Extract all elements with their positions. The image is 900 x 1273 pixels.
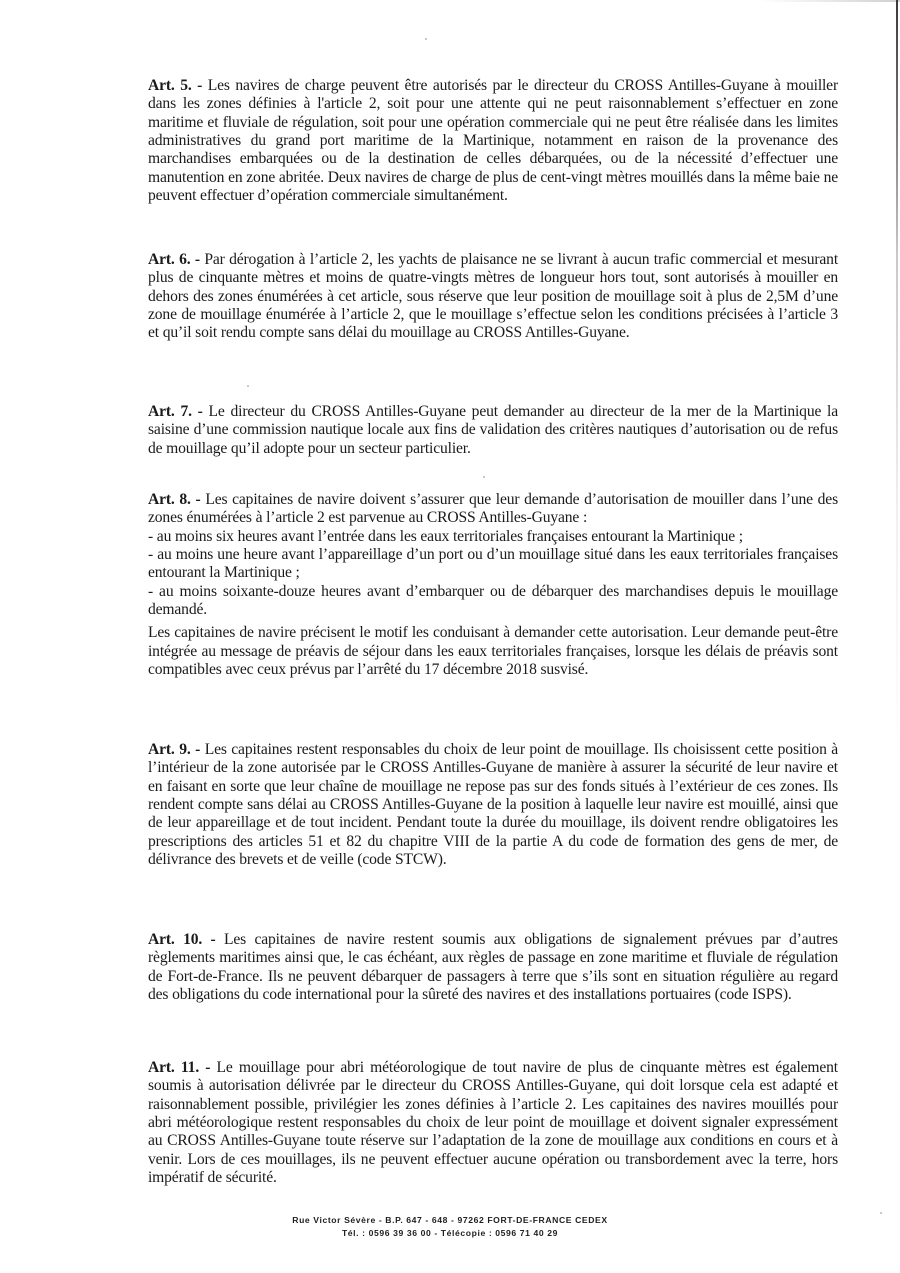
article-label: Art. 6. - bbox=[148, 251, 200, 268]
article-followup: Les capitaines de navire précisent le motif les conduisant à demander cette autorisation. Leur demande peut-être intégrée au message de préavis de séjour dans les eaux territoriales françaises, lorsque les délais de préavis sont compatibles avec ceux prévus par l’arrêté du 17 décembre 2018 susvisé. bbox=[148, 624, 838, 679]
article-label: Art. 7. - bbox=[148, 403, 203, 420]
article-text: Le directeur du CROSS Antilles-Guyane peut demander au directeur de la mer de la Martinique la saisine d’une commission nautique locale aux fins de validation des critères nautiques d’autorisation ou de refus de mouillage qu’il adopte pour un secteur particulier. bbox=[148, 403, 839, 457]
article-text: Les capitaines de navire restent soumis aux obligations de signalement prévues par d’autres règlements maritimes ainsi que, le cas échéant, aux règles de passage en zone maritime et fluviale de régulation de Fort-de-France. Ils ne peuvent débarquer de passagers à terre que s’ils sont en situation régulière au regard des obligations du code international pour la sûreté des navires et des installations portuaires (code ISPS). bbox=[148, 931, 838, 1004]
article-label: Art. 8. - bbox=[148, 491, 201, 508]
footer-address: Rue Victor Sévère - B.P. 647 - 648 - 97262 FORT-DE-FRANCE CEDEX bbox=[292, 1215, 608, 1225]
article-label: Art. 9. - bbox=[148, 741, 201, 758]
scan-speck bbox=[247, 385, 249, 387]
article-10 bbox=[148, 931, 838, 1004]
scan-edge-right bbox=[896, 0, 898, 1273]
list-item: - au moins une heure avant l’appareillage d’un port ou d’un mouillage situé dans les eaux territoriales françaises entourant la Martinique ; bbox=[148, 546, 838, 582]
scan-edge-top bbox=[760, 0, 900, 2]
article-5 bbox=[148, 77, 838, 205]
list-item: - au moins six heures avant l’entrée dans les eaux territoriales françaises entourant la Martinique ; bbox=[148, 527, 743, 545]
article-text: Le mouillage pour abri météorologique de tout navire de plus de cinquante mètres est également soumis à autorisation délivrée par le directeur du CROSS Antilles-Guyane, qui doit lorsque cela est adapté et raisonnablement possible, privilégier les zones définies à l’article 2. Les capitaines des navires mouillés pour abri météorologique restent responsables du choix de leur point de mouillage et doivent signaler expressément au CROSS Antilles-Guyane toute réserve sur l’adaptation de la zone de mouillage aux conditions en cours et à venir. Lors de ces mouillages, ils ne peuvent effectuer aucune opération ou transbordement avec la terre, hors impératif de sécurité. bbox=[148, 1059, 838, 1187]
article-text: Les navires de charge peuvent être autorisés par le directeur du CROSS Antilles-Guyane à mouiller dans les zones définies à l'article 2, soit pour une attente qui ne peut raisonnablement s’effectuer en zone maritime et fluviale de régulation, soit pour une opération commerciale qui ne peut être réalisée dans les limites administratives du grand port maritime de la Martinique, notamment en raison de la provenance des marchandises embarquées ou de la destination de celles débarquées, ou de la nécessité d’effectuer une manutention en zone abritée. Deux navires de charge de plus de cent-vingt mètres mouillés dans la même baie ne peuvent effectuer d’opération commerciale simultanément. bbox=[148, 77, 838, 205]
article-label: Art. 5. - bbox=[148, 77, 203, 94]
footer-contact: Tél. : 0596 39 36 00 - Télécopie : 0596 71 40 29 bbox=[341, 1228, 559, 1238]
scan-speck bbox=[425, 38, 427, 40]
article-text: Par dérogation à l’article 2, les yachts de plaisance ne se livrant à aucun trafic commercial et mesurant plus de cinquante mètres et moins de quatre-vingts mètres de longueur hors tout, sont autorisés à mouiller en dehors des zones énumérées à cet article, sous réserve que leur position de mouillage soit à plus de 2,5M d’une zone de mouillage énumérée à l’article 2, que le mouillage s’effectue selon les conditions précisées à l’article 3 et qu’il soit rendu compte sans délai du mouillage au CROSS Antilles-Guyane. bbox=[148, 251, 839, 342]
page-footer bbox=[0, 1214, 900, 1240]
article-text: Les capitaines de navire doivent s’assurer que leur demande d’autorisation de mouiller dans l’une des zones énumérées à l’article 2 est parvenue au CROSS Antilles-Guyane : bbox=[148, 491, 838, 527]
article-9 bbox=[148, 741, 838, 869]
scan-speck bbox=[483, 476, 485, 478]
article-7 bbox=[148, 403, 838, 458]
list-item: - au moins soixante-douze heures avant d’embarquer ou de débarquer des marchandises depuis le mouillage demandé. bbox=[148, 582, 838, 619]
article-8 bbox=[148, 491, 838, 679]
article-6 bbox=[148, 251, 838, 343]
article-intro bbox=[148, 491, 838, 528]
article-11 bbox=[148, 1059, 838, 1187]
article-label: Art. 11. - bbox=[148, 1059, 211, 1076]
article-label: Art. 10. - bbox=[148, 931, 216, 948]
article-text: Les capitaines restent responsables du choix de leur point de mouillage. Ils choisissent cette position à l’intérieur de la zone autorisée par le CROSS Antilles-Guyane de manière à assurer la sécurité de leur navire et en faisant en sorte que leur chaîne de mouillage ne repose pas sur des fonds situés à l’extérieur de ces zones. Ils rendent compte sans délai au CROSS Antilles-Guyane de la position à laquelle leur navire est mouillé, ainsi que de leur appareillage et de tout incident. Pendant toute la durée du mouillage, ils doivent rendre obligatoires les prescriptions des articles 51 et 82 du chapitre VIII de la partie A du code de formation des gens de mer, de délivrance des brevets et de veille (code STCW). bbox=[148, 741, 839, 869]
